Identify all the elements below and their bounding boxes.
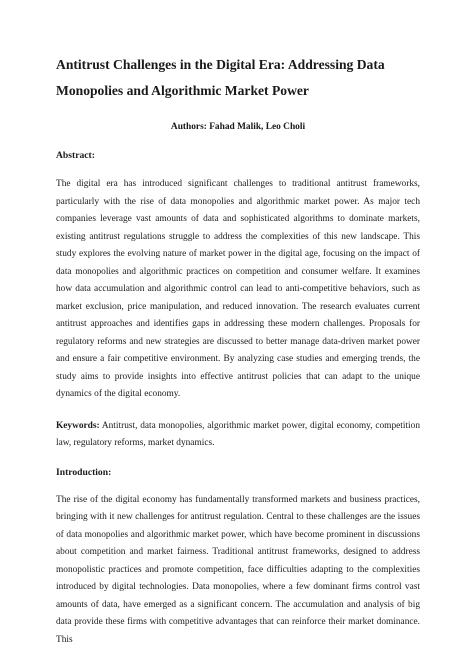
introduction-text: The rise of the digital economy has fundamentally transformed markets and business practices, bringing with it new challenges for antitrust regulation. Central to these challenges are the issues of data monopolies and algorithmic market power, which have become prominent in discussions about competition and market fairness. Traditional antitrust frameworks, designed to address monopolistic practices and promote competition, face difficulties adapting to the complexities introduced by digital technologies. Data monopolies, where a few dominant firms control vast amounts of data, have emerged as a significant concern. The accumulation and analysis of big data provide these firms with competitive advantages that can reinforce their market dominance. This: [56, 492, 420, 649]
keywords-text: Antitrust, data monopolies, algorithmic market power, digital economy, competition law, regulatory reforms, market dynamics.: [56, 421, 420, 449]
paper-authors: Authors: Fahad Malik, Leo Choli: [56, 122, 420, 132]
paper-title: Antitrust Challenges in the Digital Era: Addressing Data Monopolies and Algorithmic Market Power: [56, 52, 420, 104]
keywords-label: Keywords:: [56, 421, 100, 431]
paper-page: [56, 52, 420, 649]
abstract-text: The digital era has introduced significant challenges to traditional antitrust frameworks, particularly with the rise of data monopolies and algorithmic market power. As major tech companies leverage vast amounts of data and sophisticated algorithms to dominate markets, existing antitrust regulations struggle to address the complexities of this new landscape. This study explores the evolving nature of market power in the digital age, focusing on the impact of data monopolies and algorithmic practices on competition and consumer welfare. It examines how data accumulation and algorithmic control can lead to anti-competitive behaviors, such as market exclusion, price manipulation, and reduced innovation. The research evaluates current antitrust approaches and identifies gaps in addressing these modern challenges. Proposals for regulatory reforms and new strategies are discussed to better manage data-driven market power and ensure a fair competitive environment. By analyzing case studies and emerging trends, the study aims to provide insights into effective antitrust policies that can adapt to the unique dynamics of the digital economy.: [56, 176, 420, 404]
abstract-heading: Abstract:: [56, 150, 420, 161]
keywords-paragraph: [56, 418, 420, 453]
introduction-heading: Introduction:: [56, 467, 420, 478]
